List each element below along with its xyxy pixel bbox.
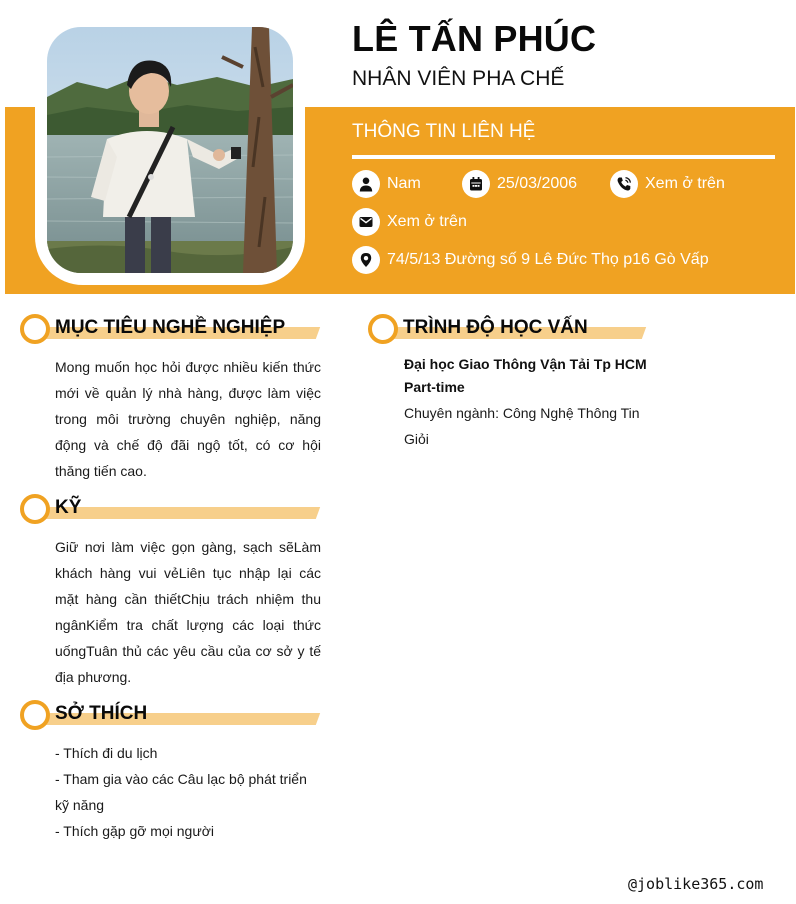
list-item: - Tham gia vào các Câu lạc bộ phát triển kỹ năng — [55, 771, 307, 813]
list-item: - Thích gặp gỡ mọi người — [55, 823, 214, 839]
section-ring-icon — [20, 700, 50, 730]
mail-icon — [352, 208, 380, 236]
site-watermark: @joblike365.com — [628, 875, 764, 893]
contact-divider — [352, 155, 775, 159]
avatar — [47, 27, 293, 273]
contact-section-title: THÔNG TIN LIÊN HỆ — [352, 121, 536, 142]
email-value: Xem ở trên — [387, 213, 467, 230]
calendar-icon — [462, 170, 490, 198]
objective-text: Mong muốn học hỏi được nhiều kiến thức mới về quản lý nhà hàng, được làm việc trong môi trường chuyên nghiệp, năng động và chế độ đãi ngộ tốt, có cơ hội thăng tiến cao. — [55, 359, 321, 479]
candidate-name: LÊ TẤN PHÚC — [352, 18, 597, 59]
objective-title: MỤC TIÊU NGHỀ NGHIỆP — [55, 317, 286, 338]
section-ring-icon — [20, 314, 50, 344]
location-pin-icon — [352, 246, 380, 274]
phone-value: Xem ở trên — [645, 175, 725, 192]
skills-title: KỸ — [55, 497, 82, 518]
contact-gender — [352, 170, 421, 198]
education-type: Part-time — [404, 379, 465, 395]
education-major: Chuyên ngành: Công Nghệ Thông Tin — [404, 405, 640, 421]
hobbies-list — [55, 740, 321, 844]
section-ring-icon — [20, 494, 50, 524]
section-ring-icon — [368, 314, 398, 344]
person-icon — [352, 170, 380, 198]
hobbies-section-header — [20, 700, 325, 730]
list-item: - Thích đi du lịch — [55, 745, 158, 761]
address-value: 74/5/13 Đường số 9 Lê Đức Thọ p16 Gò Vấp — [387, 251, 709, 268]
skills-text: Giữ nơi làm việc gọn gàng, sạch sẽLàm khách hàng vui vẻLiên tục nhập lại các mặt hàng cần thiếtChịu trách nhiệm thu ngânKiểm tra chất lượng các loại thức uốngTuân thủ các yêu cầu của cơ sở y tế địa phương. — [55, 539, 321, 685]
education-grade: Giỏi — [404, 431, 429, 447]
phone-icon — [610, 170, 638, 198]
education-school: Đại học Giao Thông Vận Tải Tp HCM — [404, 356, 647, 372]
education-section-header — [368, 314, 650, 344]
contact-address — [352, 246, 709, 274]
skills-section-header — [20, 494, 325, 524]
contact-phone[interactable] — [610, 170, 725, 198]
education-title: TRÌNH ĐỘ HỌC VẤN — [403, 317, 588, 338]
contact-email[interactable] — [352, 208, 467, 236]
contact-birthday — [462, 170, 577, 198]
job-title: NHÂN VIÊN PHA CHẾ — [352, 67, 565, 90]
hobbies-title: SỞ THÍCH — [55, 703, 148, 724]
gender-value: Nam — [387, 175, 421, 192]
objective-section-header — [20, 314, 325, 344]
birthday-value: 25/03/2006 — [497, 175, 578, 192]
